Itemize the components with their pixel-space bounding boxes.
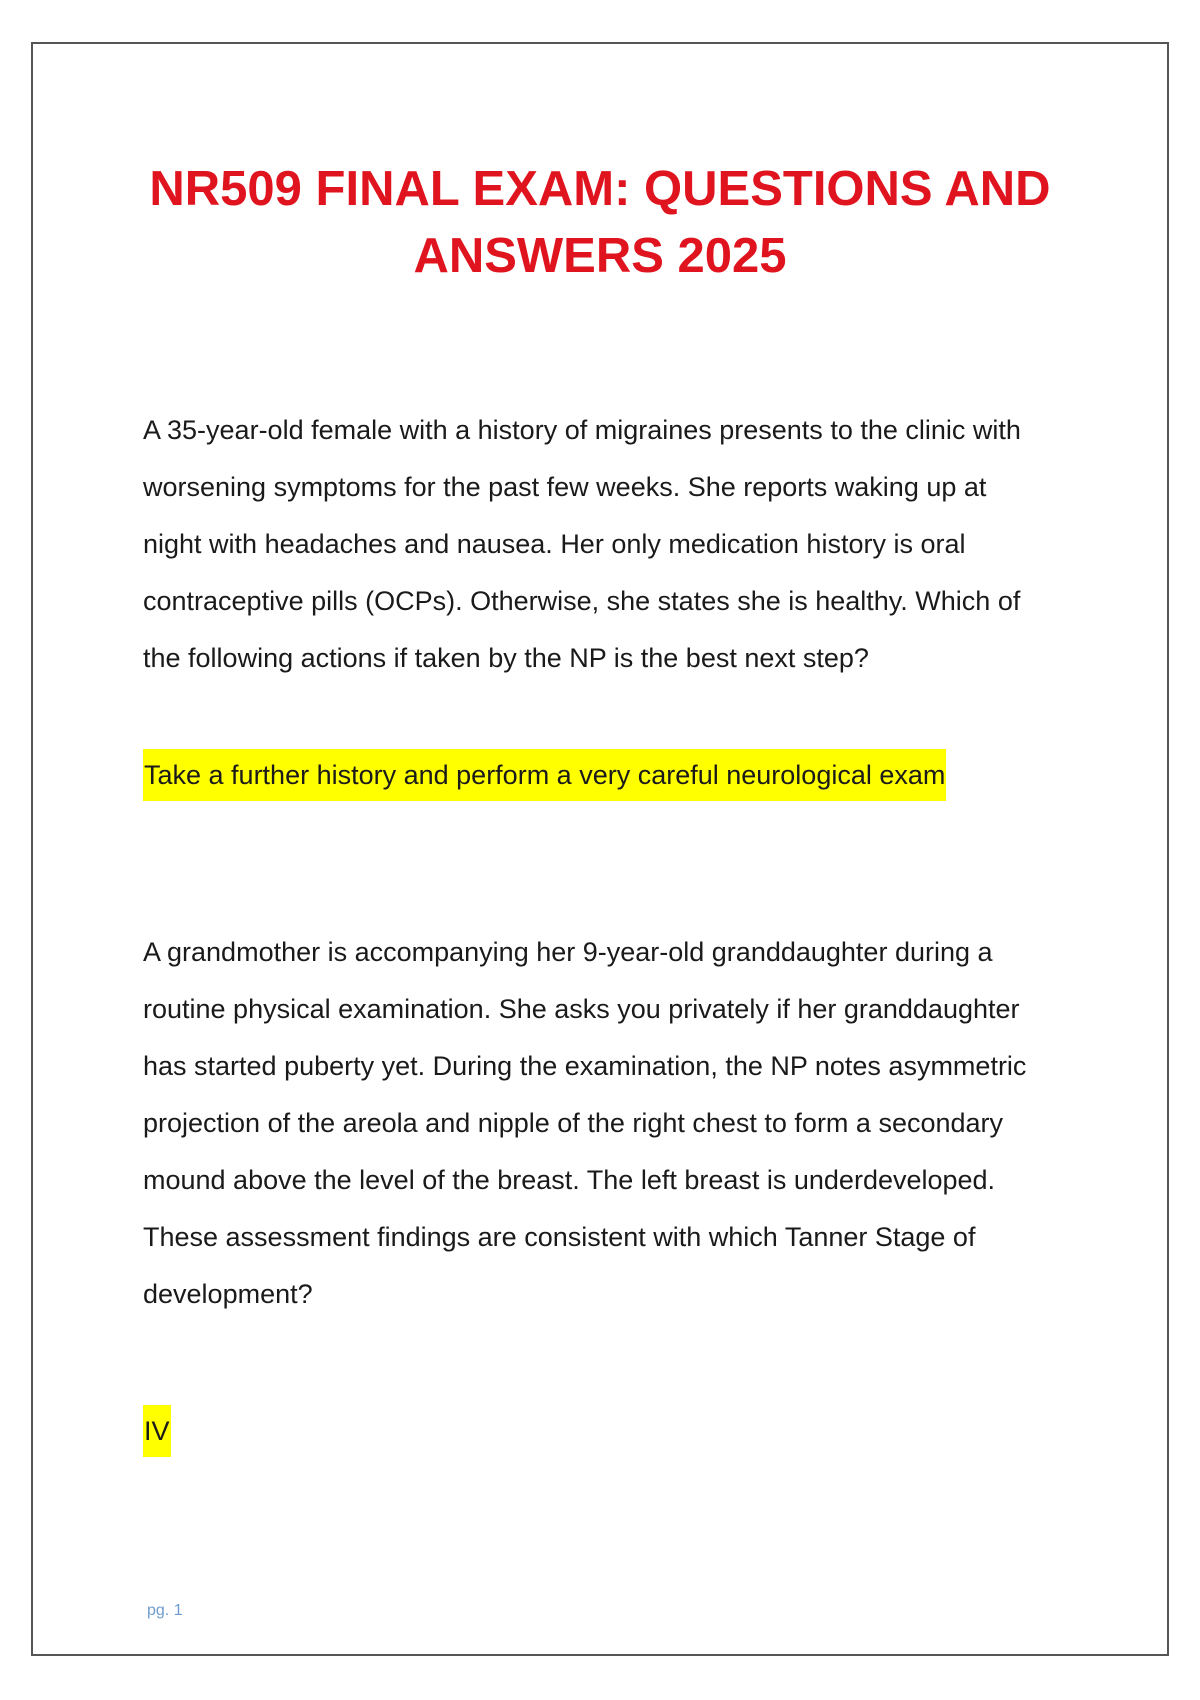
- page-number: pg. 1: [147, 1602, 183, 1619]
- question-1-line-3: night with headaches and nausea. Her only medication history is oral: [143, 529, 966, 559]
- question-1-answer: Take a further history and perform a very careful neurological exam: [143, 749, 946, 801]
- question-1-line-5: the following actions if taken by the NP is the best next step?: [143, 643, 869, 673]
- document-page: [31, 42, 1169, 1656]
- question-2-line-1: A grandmother is accompanying her 9-year-old granddaughter during a: [143, 937, 993, 967]
- question-1-line-2: worsening symptoms for the past few weeks. She reports waking up at: [143, 472, 987, 502]
- question-2-text: [143, 924, 1103, 1323]
- title-line-1: NR509 FINAL EXAM: QUESTIONS AND: [149, 162, 1051, 216]
- question-1-line-1: A 35-year-old female with a history of migraines presents to the clinic with: [143, 415, 1021, 445]
- question-2-line-6: These assessment findings are consistent with which Tanner Stage of: [143, 1222, 976, 1252]
- question-2-line-2: routine physical examination. She asks you privately if her granddaughter: [143, 994, 1020, 1024]
- question-2-line-3: has started puberty yet. During the examination, the NP notes asymmetric: [143, 1051, 1027, 1081]
- question-2-answer: IV: [143, 1405, 171, 1457]
- question-1-line-4: contraceptive pills (OCPs). Otherwise, she states she is healthy. Which of: [143, 586, 1021, 616]
- document-title: [33, 156, 1167, 290]
- question-2-line-5: mound above the level of the breast. The left breast is underdeveloped.: [143, 1165, 996, 1195]
- question-2-line-7: development?: [143, 1279, 313, 1309]
- question-2-line-4: projection of the areola and nipple of the right chest to form a secondary: [143, 1108, 1004, 1138]
- title-line-2: ANSWERS 2025: [413, 229, 787, 283]
- question-1-text: [143, 402, 1103, 687]
